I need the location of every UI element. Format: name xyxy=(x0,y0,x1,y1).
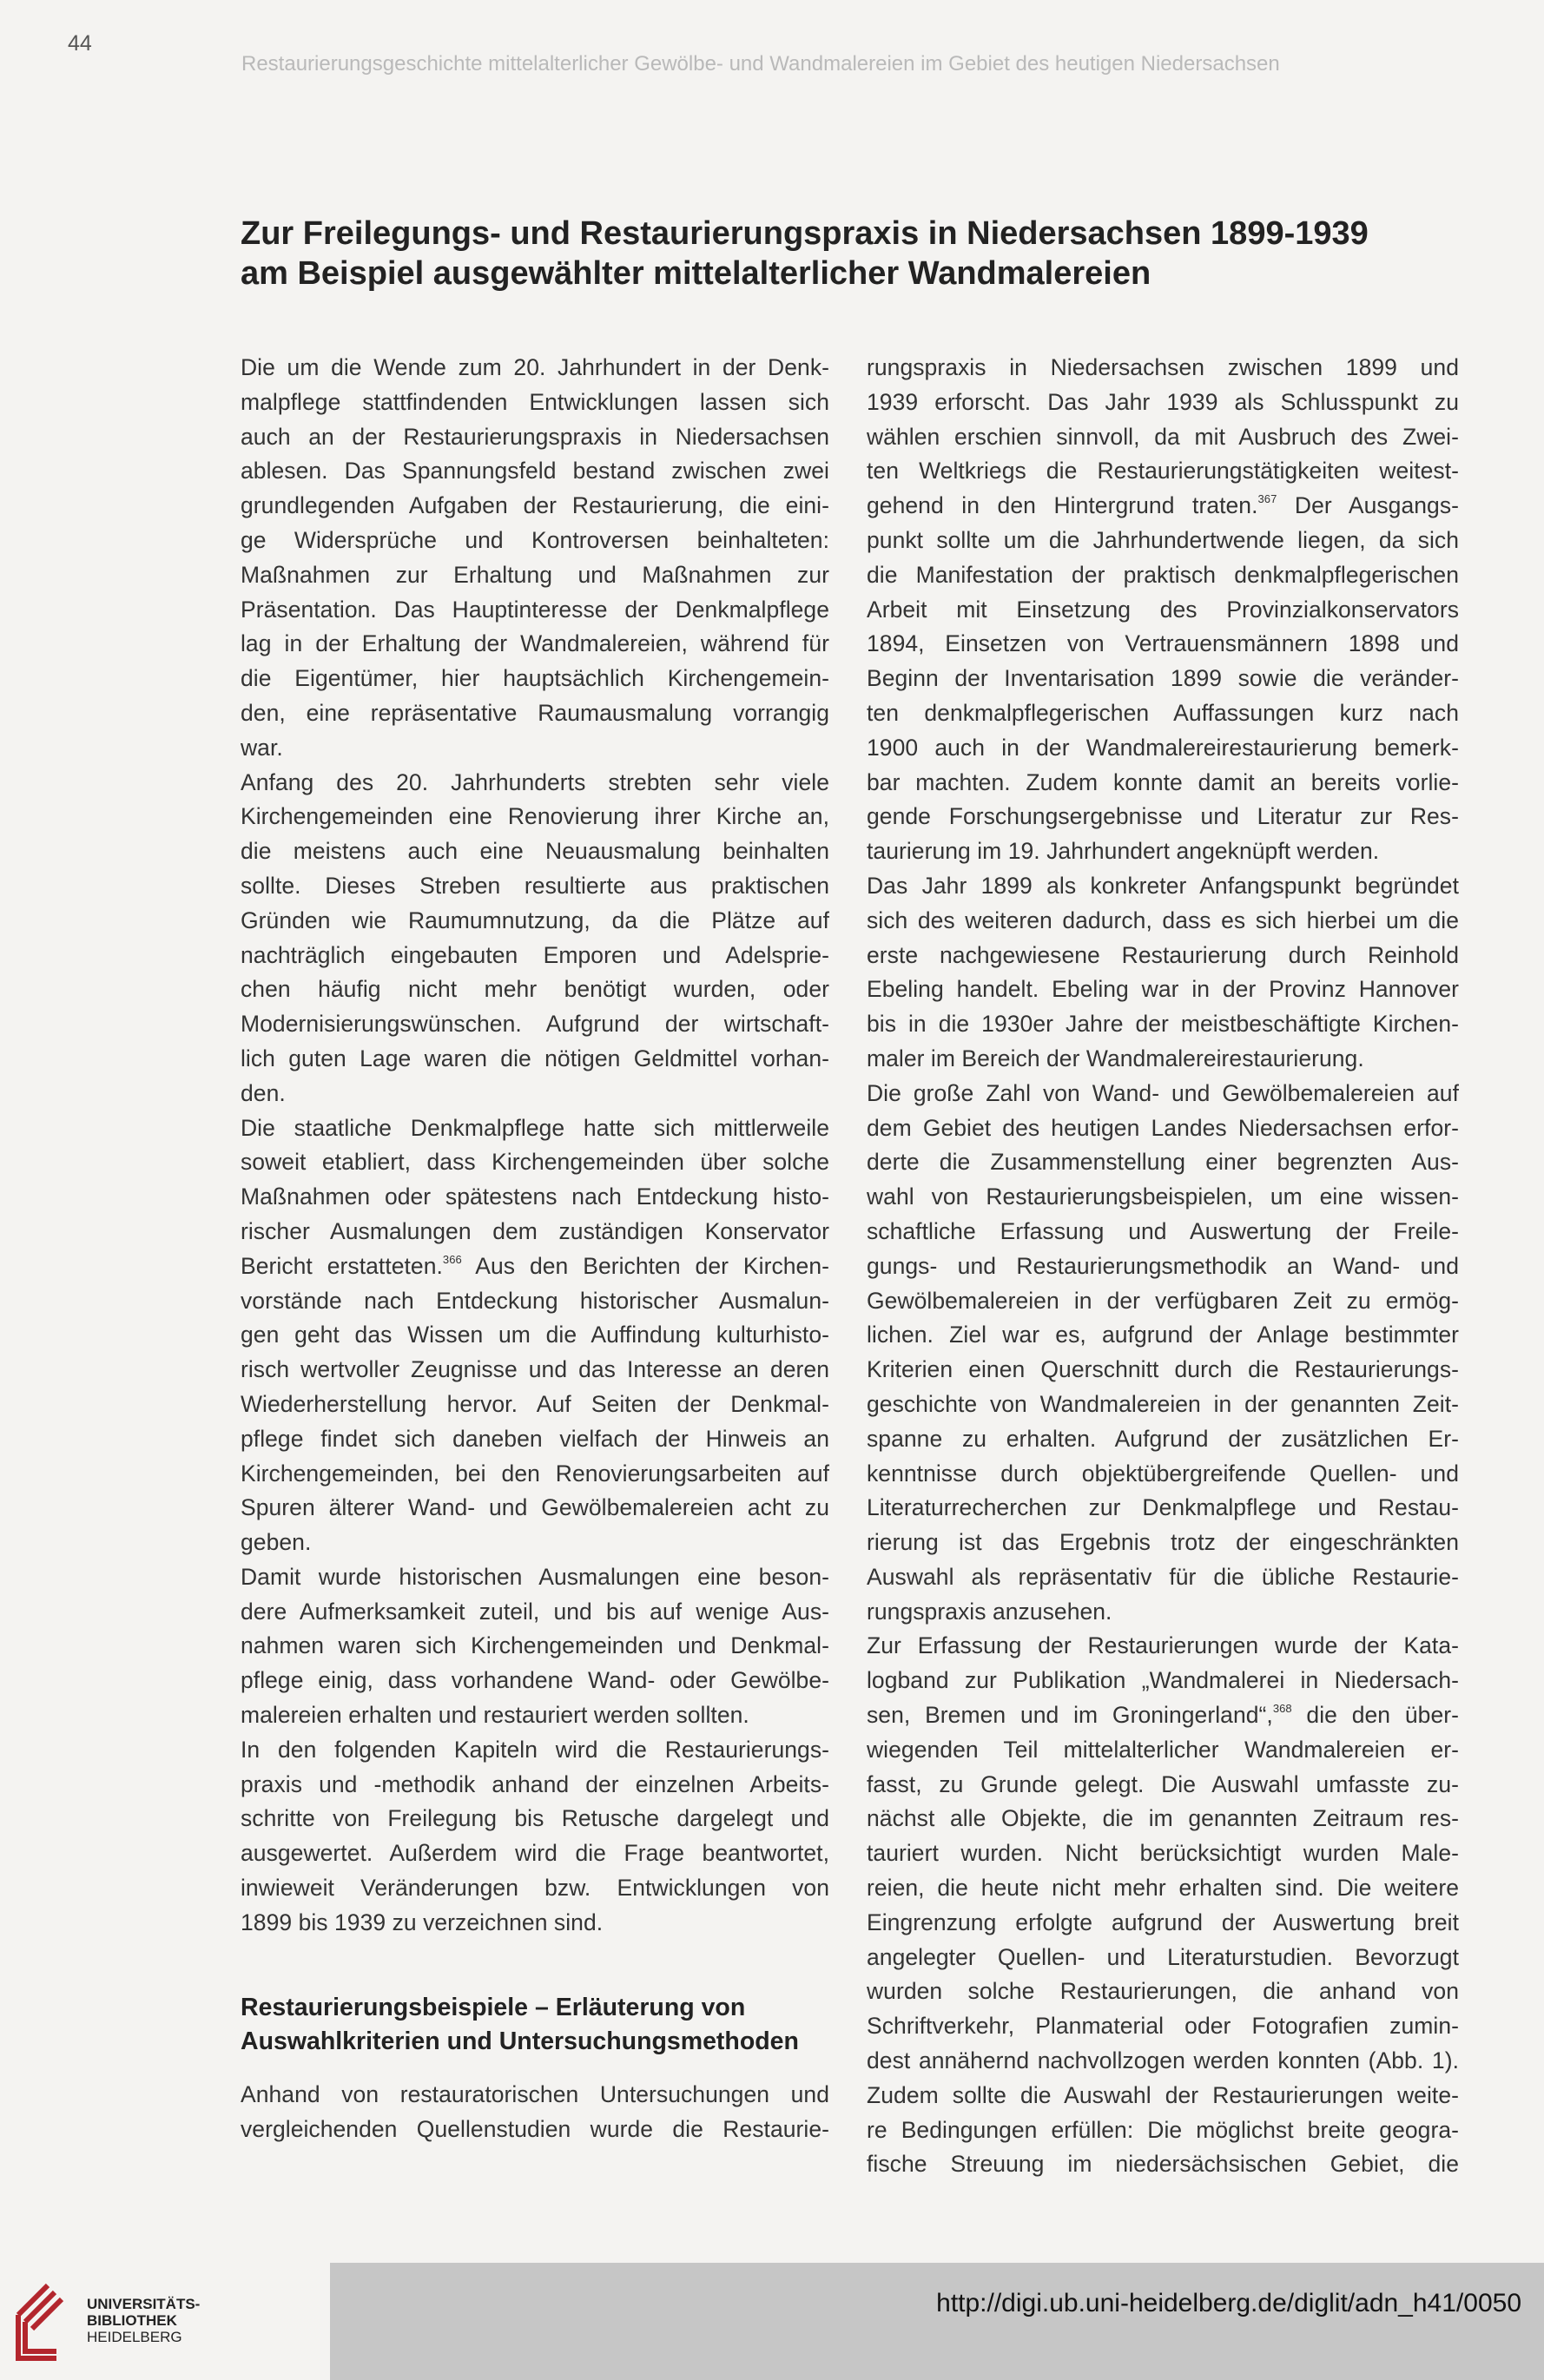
text-line: dem Gebiet des heutigen Landes Niedersachsen erfor- xyxy=(867,1114,1459,1141)
text-line: taurierung im 19. Jahrhundert angeknüpft werden. xyxy=(867,838,1380,865)
text-line: gende Forschungsergebnisse und Literatur zur Res- xyxy=(867,803,1459,830)
text-line: wahl von Restaurierungsbeispielen, um eine wissen- xyxy=(867,1183,1459,1210)
text-line: pflege einig, dass vorhandene Wand- oder Gewölbe- xyxy=(241,1667,829,1694)
text-line: Literaturrecherchen zur Denkmalpflege und Restau- xyxy=(867,1494,1459,1521)
text-line: Modernisierungswünschen. Aufgrund der wirtschaft- xyxy=(241,1011,829,1038)
text-line: Spuren älterer Wand- und Gewölbemalereien acht zu xyxy=(241,1494,829,1521)
logo-line: BIBLIOTHEK xyxy=(87,2312,177,2329)
logo-line: UNIVERSITÄTS- xyxy=(87,2296,201,2312)
text-line: nächst alle Objekte, die im genannten Zeitraum res- xyxy=(867,1805,1459,1832)
text-line: Anfang des 20. Jahrhunderts strebten sehr viele xyxy=(241,768,829,795)
text-line: derte die Zusammenstellung einer begrenzten Aus- xyxy=(867,1149,1459,1176)
text-line: Kirchengemeinden, bei den Renovierungsarbeiten auf xyxy=(241,1460,829,1487)
right-column xyxy=(867,351,1459,2182)
text-line: wiegenden Teil mittelalterlicher Wandmalereien er- xyxy=(867,1736,1459,1763)
text-line: soweit etabliert, dass Kirchengemeinden über solche xyxy=(241,1149,829,1176)
text-line: gen geht das Wissen um die Auffindung kulturhisto- xyxy=(241,1322,829,1348)
text-line: Eingrenzung erfolgte aufgrund der Auswertung breit xyxy=(867,1909,1459,1935)
text-line: Damit wurde historischen Ausmalungen eine beson- xyxy=(241,1563,829,1590)
text-line: rungspraxis anzusehen. xyxy=(867,1598,1112,1625)
title-line: Zur Freilegungs- und Restaurierungspraxis in Niedersachsen 1899-1939 xyxy=(241,215,1369,252)
text-line: Die große Zahl von Wand- und Gewölbemalereien auf xyxy=(867,1079,1459,1106)
text-line: vergleichenden Quellenstudien wurde die Restaurie- xyxy=(241,2116,829,2143)
text-fragment: Bericht erstatteten. xyxy=(241,1252,443,1279)
footnote-marker[interactable]: 366 xyxy=(442,1252,462,1266)
text-line: risch wertvoller Zeugnisse und das Interesse an deren xyxy=(241,1356,829,1383)
text-line: maler im Bereich der Wandmalereirestaurierung. xyxy=(867,1045,1364,1071)
text-line: Gewölbemalereien in der verfügbaren Zeit zu ermög- xyxy=(867,1287,1459,1314)
text-line: 1900 auch in der Wandmalereirestaurierung bemerk- xyxy=(867,734,1459,761)
text-line: bar machten. Zudem konnte damit an bereits vorlie- xyxy=(867,768,1459,795)
text-line: lag in der Erhaltung der Wandmalereien, während für xyxy=(241,630,829,657)
text-line: den. xyxy=(241,1079,286,1106)
text-line: schritte von Freilegung bis Retusche dargelegt und xyxy=(241,1805,829,1832)
text-line: wählen erschien sinnvoll, da mit Ausbruch des Zwei- xyxy=(867,423,1459,450)
text-line: sollte. Dieses Streben resultierte aus praktischen xyxy=(241,872,829,899)
text-line: bis in die 1930er Jahre der meistbeschäftigte Kirchen- xyxy=(867,1011,1459,1038)
spacer xyxy=(241,2060,829,2078)
text-line: Anhand von restauratorischen Untersuchungen und xyxy=(241,2081,829,2108)
text-line: ten denkmalpflegerischen Auffassungen kurz nach xyxy=(867,699,1459,726)
text-line: schaftliche Erfassung und Auswertung der Freile- xyxy=(867,1217,1459,1244)
left-column xyxy=(241,351,829,2147)
text-line: ten Weltkriegs die Restaurierungstätigkeiten weitest- xyxy=(867,458,1459,485)
footer-logo-area xyxy=(0,2263,330,2380)
running-header: Restaurierungsgeschichte mittelalterlicher Gewölbe- und Wandmalereien im Gebiet des heutigen Niedersachsen xyxy=(241,52,1280,76)
text-fragment: gehend in den Hintergrund traten. xyxy=(867,492,1258,519)
section-heading: Auswahlkriterien und Untersuchungsmethoden xyxy=(241,2027,799,2056)
text-line: lich guten Lage waren die nötigen Geldmittel vorhan- xyxy=(241,1045,829,1071)
text-line: malpflege stattfindenden Entwicklungen lassen sich xyxy=(241,388,829,415)
library-logo-text xyxy=(87,2296,200,2345)
text-line: die Manifestation der praktisch denkmalpflegerischen xyxy=(867,561,1459,588)
spacer xyxy=(241,1941,829,1991)
text-line: vorstände nach Entdeckung historischer Ausmalun- xyxy=(241,1287,829,1314)
text-line: chen häufig nicht mehr benötigt wurden, oder xyxy=(241,976,829,1003)
section-heading: Restaurierungsbeispiele – Erläuterung von xyxy=(241,1993,746,2021)
text-line: fische Streuung im niedersächsischen Gebiet, die xyxy=(867,2151,1459,2178)
text-line: logband zur Publikation „Wandmalerei in Niedersach- xyxy=(867,1667,1459,1694)
text-line: 1894, Einsetzen von Vertrauensmännern 1898 und xyxy=(867,630,1459,657)
text-fragment: die den über- xyxy=(1291,1702,1459,1729)
title-line: am Beispiel ausgewählter mittelalterlicher Wandmalereien xyxy=(241,255,1151,292)
text-line: Zur Erfassung der Restaurierungen wurde der Kata- xyxy=(867,1632,1459,1659)
text-line: ausgewertet. Außerdem wird die Frage beantwortet, xyxy=(241,1840,829,1867)
text-line: spanne zu erhalten. Aufgrund der zusätzlichen Er- xyxy=(867,1425,1459,1452)
text-line: Die um die Wende zum 20. Jahrhundert in der Denk- xyxy=(241,354,829,380)
text-line: die meistens auch eine Neuausmalung beinhalten xyxy=(241,838,829,865)
text-line: wurden solche Restaurierungen, die anhand von xyxy=(867,1978,1459,2005)
text-line: geschichte von Wandmalereien in der genannten Zeit- xyxy=(867,1390,1459,1417)
text-line: rungspraxis in Niedersachsen zwischen 1899 und xyxy=(867,354,1459,380)
text-line: rischer Ausmalungen dem zuständigen Konservator xyxy=(241,1217,829,1244)
text-line: re Bedingungen erfüllen: Die möglichst breite geogra- xyxy=(867,2116,1459,2143)
text-line: reien, die heute nicht mehr erhalten sind. Die weitere xyxy=(867,1875,1459,1902)
text-line: nahmen waren sich Kirchengemeinden und Denkmal- xyxy=(241,1632,829,1659)
footer-band xyxy=(0,2263,1544,2380)
text-line: angelegter Quellen- und Literaturstudien. Bevorzugt xyxy=(867,1943,1459,1970)
chapter-title xyxy=(241,214,1456,293)
footnote-marker[interactable]: 368 xyxy=(1272,1702,1292,1716)
text-line: Präsentation. Das Hauptinteresse der Denkmalpflege xyxy=(241,596,829,623)
text-line: lichen. Ziel war es, aufgrund der Anlage bestimmter xyxy=(867,1322,1459,1348)
text-line: Maßnahmen oder spätestens nach Entdeckung histo- xyxy=(241,1183,829,1210)
text-line: rierung ist das Ergebnis trotz der eingeschränkten xyxy=(867,1529,1459,1556)
text-line: dest annähernd nachvollzogen werden konnten (Abb. 1). xyxy=(867,2047,1459,2074)
text-line: dere Aufmerksamkeit zuteil, und bis auf wenige Aus- xyxy=(241,1598,829,1625)
text-line: geben. xyxy=(241,1529,312,1556)
text-fragment: Der Ausgangs- xyxy=(1277,492,1459,519)
text-line: Die staatliche Denkmalpflege hatte sich mittlerweile xyxy=(241,1114,829,1141)
text-line: 1939 erforscht. Das Jahr 1939 als Schlusspunkt zu xyxy=(867,388,1459,415)
text-line: tauriert wurden. Nicht berücksichtigt wurden Male- xyxy=(867,1840,1459,1867)
text-line: sich des weiteren dadurch, dass es sich hierbei um die xyxy=(867,907,1459,933)
text-line: Maßnahmen zur Erhaltung und Maßnahmen zur xyxy=(241,561,829,588)
text-line: ablesen. Das Spannungsfeld bestand zwischen zwei xyxy=(241,458,829,485)
text-line: Gründen wie Raumumnutzung, da die Plätze auf xyxy=(241,907,829,933)
footnote-marker[interactable]: 367 xyxy=(1257,492,1277,506)
text-line: In den folgenden Kapiteln wird die Restaurierungs- xyxy=(241,1736,829,1763)
text-line: grundlegenden Aufgaben der Restaurierung, die eini- xyxy=(241,492,829,519)
text-line: Arbeit mit Einsetzung des Provinzialkonservators xyxy=(867,596,1459,623)
text-line: Auswahl als repräsentativ für die übliche Restaurie- xyxy=(867,1563,1459,1590)
text-line: Beginn der Inventarisation 1899 sowie die veränder- xyxy=(867,665,1459,692)
text-line: pflege findet sich daneben vielfach der Hinweis an xyxy=(241,1425,829,1452)
text-line: 1899 bis 1939 zu verzeichnen sind. xyxy=(241,1909,604,1935)
text-line: praxis und -methodik anhand der einzelnen Arbeits- xyxy=(241,1770,829,1797)
text-line: auch an der Restaurierungspraxis in Niedersachsen xyxy=(241,423,829,450)
text-line: inwieweit Veränderungen bzw. Entwicklungen von xyxy=(241,1875,829,1902)
library-logo-icon xyxy=(13,2282,79,2364)
text-line: gungs- und Restaurierungsmethodik an Wand- und xyxy=(867,1252,1459,1279)
text-line: war. xyxy=(241,734,283,761)
text-line-with-footnote xyxy=(867,1698,1459,1733)
text-line-with-footnote xyxy=(867,489,1459,524)
text-line: ge Widersprüche und Kontroversen beinhalteten: xyxy=(241,526,829,553)
text-line: nachträglich eingebauten Emporen und Adelsprie- xyxy=(241,941,829,968)
text-line: Ebeling handelt. Ebeling war in der Provinz Hannover xyxy=(867,976,1459,1003)
text-line: Das Jahr 1899 als konkreter Anfangspunkt begründet xyxy=(867,872,1459,899)
text-line: Zudem sollte die Auswahl der Restaurierungen weite- xyxy=(867,2081,1459,2108)
text-line: Wiederherstellung hervor. Auf Seiten der Denkmal- xyxy=(241,1390,829,1417)
text-line: punkt sollte um die Jahrhundertwende liegen, da sich xyxy=(867,526,1459,553)
text-fragment: sen, Bremen und im Groningerland“, xyxy=(867,1702,1273,1729)
text-line: fasst, zu Grunde gelegt. Die Auswahl umfasste zu- xyxy=(867,1770,1459,1797)
text-line: Kirchengemeinden eine Renovierung ihrer Kirche an, xyxy=(241,803,829,830)
logo-line: HEIDELBERG xyxy=(87,2329,182,2345)
text-line: den, eine repräsentative Raumausmalung vorrangig xyxy=(241,699,829,726)
text-line: malereien erhalten und restauriert werden sollten. xyxy=(241,1702,749,1729)
text-line: die Eigentümer, hier hauptsächlich Kirchengemein- xyxy=(241,665,829,692)
text-line: kenntnisse durch objektübergreifende Quellen- und xyxy=(867,1460,1459,1487)
text-line: erste nachgewiesene Restaurierung durch Reinhold xyxy=(867,941,1459,968)
text-fragment: Aus den Berichten der Kirchen- xyxy=(461,1252,829,1279)
text-line: Kriterien einen Querschnitt durch die Restaurierungs- xyxy=(867,1356,1459,1383)
text-line: Schriftverkehr, Planmaterial oder Fotografien zumin- xyxy=(867,2013,1459,2040)
text-line-with-footnote xyxy=(241,1249,829,1284)
source-url[interactable]: http://digi.ub.uni-heidelberg.de/diglit/adn_h41/0050 xyxy=(936,2289,1521,2317)
page-number: 44 xyxy=(68,31,92,56)
